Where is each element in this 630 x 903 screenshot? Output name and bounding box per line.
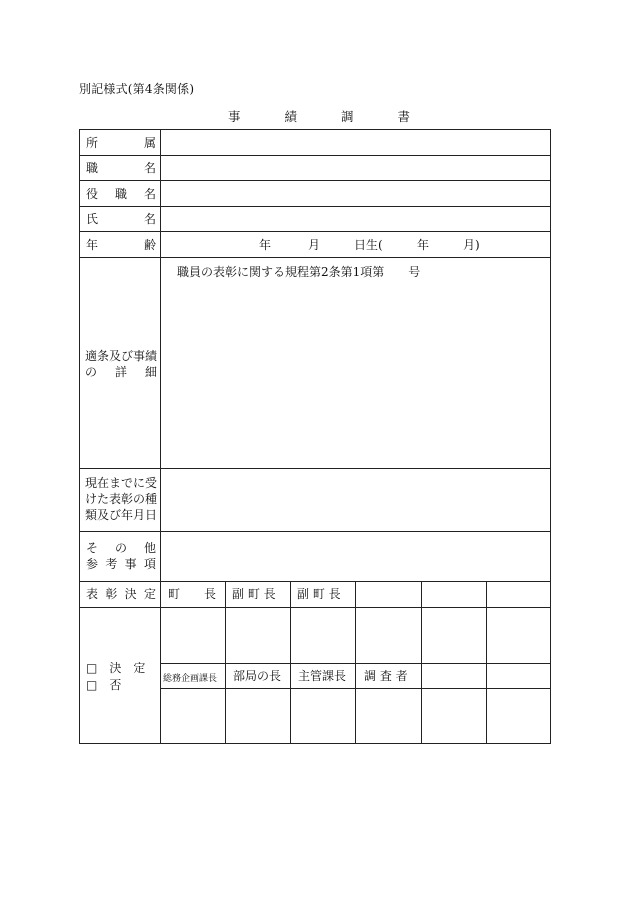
approver-department-head: 部局の長 bbox=[233, 669, 282, 683]
grid-line bbox=[421, 581, 422, 743]
grid-line bbox=[290, 581, 291, 743]
grid-line bbox=[225, 581, 226, 743]
birthday-label: 日生( bbox=[354, 238, 383, 252]
grid-line bbox=[355, 581, 356, 743]
row-line bbox=[80, 581, 550, 582]
label-past-line1: 現在までに受 bbox=[85, 476, 158, 490]
row-line bbox=[80, 206, 550, 207]
age-years-label: 年 bbox=[417, 238, 430, 252]
label-details-line1: 適条及び事績 bbox=[85, 349, 158, 363]
row-line bbox=[80, 155, 550, 156]
title-char-1: 事 bbox=[228, 109, 241, 124]
approver-deputy-mayor-1: 副 町 長 bbox=[232, 587, 276, 601]
approver-general-planning-chief: 総務企画課長 bbox=[163, 674, 218, 684]
title-char-4: 書 bbox=[397, 109, 411, 124]
label-age: 年 齢 bbox=[86, 238, 156, 252]
label-other: そ の 他 参 考 事 項 bbox=[86, 541, 156, 571]
label-column-divider bbox=[160, 130, 161, 743]
approver-deputy-mayor-2: 副 町 長 bbox=[297, 587, 341, 601]
label-job-name: 職 名 bbox=[86, 161, 156, 175]
label-past-awards bbox=[85, 475, 159, 523]
label-details-line2: の 詳 細 bbox=[85, 365, 157, 379]
title-char-2: 績 bbox=[284, 109, 298, 124]
document-title bbox=[228, 107, 410, 125]
row-line bbox=[80, 231, 550, 232]
row-line bbox=[80, 468, 550, 469]
row-line bbox=[80, 607, 550, 608]
label-name: 氏 名 bbox=[86, 212, 156, 226]
label-affiliation: 所 属 bbox=[86, 136, 156, 150]
form-table bbox=[79, 129, 551, 744]
label-details bbox=[85, 348, 157, 380]
label-position: 役 職 名 bbox=[86, 187, 156, 201]
age-year-label: 年 bbox=[259, 238, 272, 252]
row-line bbox=[80, 531, 550, 532]
details-regulation-text: 職員の表彰に関する規程第2条第1項第 号 bbox=[177, 265, 421, 279]
grid-line bbox=[486, 581, 487, 743]
row-line bbox=[80, 180, 550, 181]
label-past-line3: 類及び年月日 bbox=[85, 508, 158, 522]
approver-mayor: 町 長 bbox=[168, 587, 217, 601]
title-char-3: 調 bbox=[341, 109, 354, 124]
approver-section-chief: 主管課長 bbox=[298, 669, 347, 683]
option-rejected[interactable]: □ 否 bbox=[86, 678, 122, 692]
age-month-label: 月 bbox=[308, 238, 321, 252]
row-line bbox=[80, 257, 550, 258]
option-decided[interactable]: □ 決 定 bbox=[86, 661, 146, 675]
form-reference: 別記様式(第4条関係) bbox=[79, 82, 195, 96]
label-award-decision: 表 彰 決 定 bbox=[86, 587, 156, 601]
label-past-line2: けた表彰の種 bbox=[85, 492, 158, 506]
approver-investigator: 調 査 者 bbox=[364, 669, 408, 683]
age-months-label: 月) bbox=[463, 238, 480, 252]
